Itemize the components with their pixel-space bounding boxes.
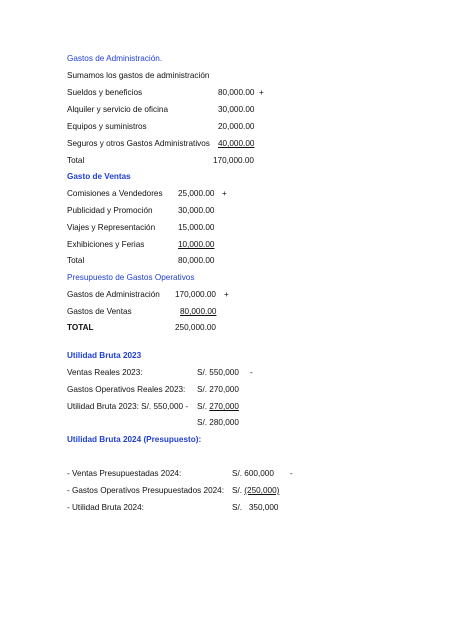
presupuesto-total-value: 250,000.00 <box>175 323 216 332</box>
utilidad-2023-row-sign: - <box>250 368 253 377</box>
presupuesto-row-value: 80,000.00 <box>180 307 217 316</box>
admin-row-label: Sueldos y beneficios <box>67 88 143 97</box>
utilidad-2024-row-value: S/. 600,000 <box>232 469 274 478</box>
ventas-row-value: 30,000.00 <box>178 206 215 215</box>
admin-row-value: 80,000.00 <box>218 88 255 97</box>
utilidad-2023-row-label: Gastos Operativos Reales 2023: <box>67 385 186 394</box>
ventas-section-title: Gasto de Ventas <box>67 172 131 181</box>
utilidad-2023-row-value <box>197 402 239 412</box>
currency-prefix: S/. <box>232 486 245 495</box>
admin-row-sign: + <box>259 88 264 97</box>
presupuesto-total-label: TOTAL <box>67 323 94 332</box>
admin-row-value: 20,000.00 <box>218 122 255 131</box>
admin-total-label: Total <box>67 156 85 165</box>
subtracted-amount: 270,000 <box>209 402 239 411</box>
admin-section-title: Gastos de Administración. <box>67 54 163 63</box>
utilidad-2023-row-label: Utilidad Bruta 2023: S/. 550,000 - <box>67 402 189 411</box>
utilidad-2024-result-value: S/. 350,000 <box>232 503 279 512</box>
ventas-row-value: 10,000.00 <box>178 240 215 249</box>
presupuesto-row-label: Gastos de Administración <box>67 290 160 299</box>
utilidad-2024-row-label: - Ventas Presupuestadas 2024: <box>67 469 182 478</box>
utilidad-2024-row-label: - Utilidad Bruta 2024: <box>67 503 144 512</box>
utilidad-2023-row-value: S/. 270,000 <box>197 385 239 394</box>
ventas-row-label: Exhibiciones y Ferias <box>67 240 145 249</box>
ventas-row-label: Publicidad y Promoción <box>67 206 153 215</box>
admin-row-value: 30,000.00 <box>218 105 255 114</box>
utilidad-2023-row-label: Ventas Reales 2023: <box>67 368 143 377</box>
presupuesto-row-value: 170,000.00 <box>175 290 216 299</box>
utilidad-2024-row-sign: - <box>290 469 293 478</box>
ventas-row-label: Viajes y Representación <box>67 223 156 232</box>
presupuesto-row-sign: + <box>224 290 229 299</box>
admin-total-value: 170,000.00 <box>213 156 254 165</box>
ventas-row-label: Comisiones a Vendedores <box>67 189 163 198</box>
ventas-total-label: Total <box>67 256 85 265</box>
utilidad-2023-title: Utilidad Bruta 2023 <box>67 351 142 360</box>
presupuesto-section-title: Presupuesto de Gastos Operativos <box>67 273 195 282</box>
admin-row-label: Alquiler y servicio de oficina <box>67 105 169 114</box>
subtracted-amount: (250,000) <box>244 486 280 495</box>
utilidad-2024-row-value <box>232 486 279 496</box>
utilidad-2024-row-label: - Gastos Operativos Presupuestados 2024: <box>67 486 225 495</box>
utilidad-2024-title: Utilidad Bruta 2024 (Presupuesto): <box>67 435 202 444</box>
ventas-total-value: 80,000.00 <box>178 256 215 265</box>
admin-row-value: 40,000.00 <box>218 139 255 148</box>
admin-intro-text: Sumamos los gastos de administración <box>67 71 210 80</box>
ventas-row-value: 25,000.00 <box>178 189 215 198</box>
currency-prefix: S/. <box>197 402 210 411</box>
utilidad-2023-result-value: S/. 280,000 <box>197 418 239 427</box>
admin-row-label: Equipos y suministros <box>67 122 147 131</box>
ventas-row-value: 15,000.00 <box>178 223 215 232</box>
admin-row-label: Seguros y otros Gastos Administrativos <box>67 139 210 148</box>
ventas-row-sign: + <box>222 189 227 198</box>
utilidad-2023-row-value: S/. 550,000 <box>197 368 239 377</box>
presupuesto-row-label: Gastos de Ventas <box>67 307 132 316</box>
